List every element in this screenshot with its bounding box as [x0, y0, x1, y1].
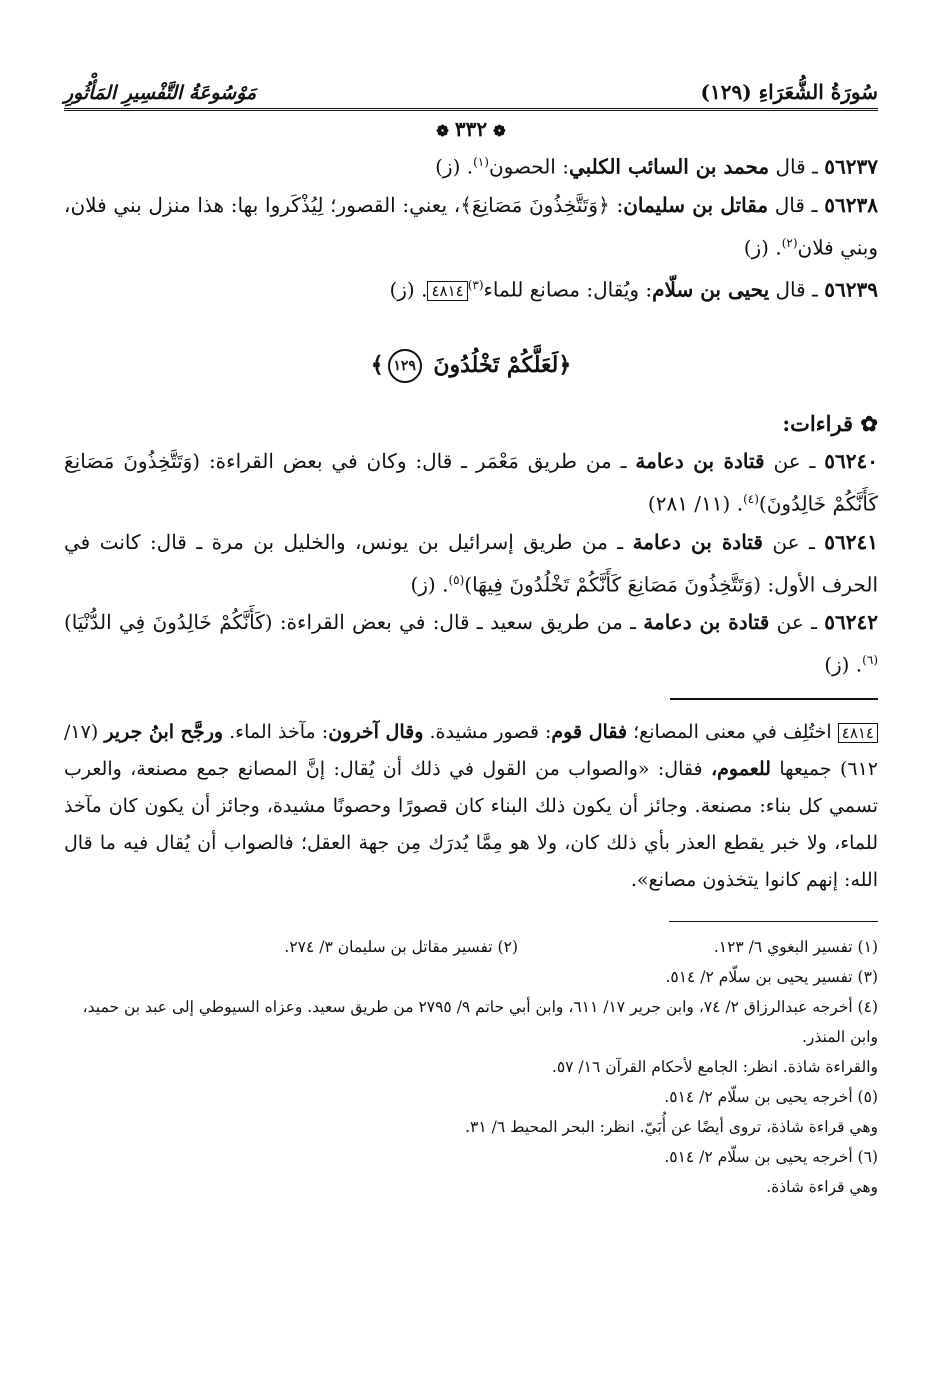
footnote-6-note: وهي قراءة شاذة.	[766, 1177, 878, 1196]
footnote-5-note: وهي قراءة شاذة، تروى أيضًا عن أُبَيّ. انظر: البحر المحيط ٦/ ٣١.	[465, 1117, 878, 1136]
ayah-number-badge: ١٢٩	[388, 349, 422, 383]
header-book-title: مَوْسُوعَةُ التَّفْسِيرِ المَأْثُورِ	[64, 82, 257, 104]
entry-56239: ٥٦٢٣٩ ـ قال يحيى بن سلّام: ويُقال: مصانع للماء$^{(٣)}$٤٨١٤. (ز)	[389, 277, 878, 302]
ornament-icon: ❁	[436, 122, 449, 140]
footnote-6: (٦) أخرجه يحيى بن سلّام ٢/ ٥١٤.	[664, 1147, 878, 1166]
footnote-4-note: والقراءة شاذة. انظر: الجامع لأحكام القرآن ١٦/ ٥٧.	[551, 1057, 878, 1076]
commentary-note: ٤٨١٤ اختُلِف في معنى المصانع؛ فقال قوم: قصور مشيدة. وقال آخرون: مآخذ الماء. ورجَّح ابنُ جرير (١٧/ ٦١٢) جميعها للعموم، فقال: «والصواب من القول في ذلك أن يُقال: إنَّ المصانع جمع مصنعة، والعرب تسمي كل بناء: مصنعة. وجائز أن يكون ذلك البناء كان قصورًا وحصونًا مشيدة، وجائز أن يكون كان مآخذ للماء، ولا خبر يقطع العذر بأي ذلك كان، ولا هو مِمَّا يُدرَك مِن جهة العقل؛ فالصواب أن يُقال فيه ما قال الله: إنهم كانوا يتخذون مصانع».	[64, 720, 878, 891]
entry-56237: ٥٦٢٣٧ ـ قال محمد بن السائب الكلبي: الحصون$^{(١)}$. (ز)	[435, 154, 878, 179]
page-number: ❁٣٣٢❁	[436, 117, 506, 141]
section-heading: ✿ قراءات:	[782, 410, 878, 436]
entry-56242: ٥٦٢٤٢ ـ عن قتادة بن دعامة ـ من طريق سعيد ـ قال: في بعض القراءة: (كَأَنَّكُمْ خَالِدُونَ فِي الدُّنْيَا)$^{(٦)}$. (ز)	[64, 610, 878, 677]
footnotes	[64, 932, 878, 1202]
header-surah: سُورَةُ الشُّعَرَاءِ (١٢٩)	[700, 80, 878, 104]
ornament-icon: ❁	[493, 122, 506, 140]
footnote-divider	[669, 921, 878, 922]
footnote-4: (٤) أخرجه عبدالرزاق ٢/ ٧٤، وابن جرير ١٧/ ٦١١، وابن أبي حاتم ٩/ ٢٧٩٥ من طريق سعيد. وعزاه السيوطي إلى عبد بن حميد، وابن المنذر.	[82, 997, 878, 1046]
note-ref-box: ٤٨١٤	[427, 281, 467, 301]
divider	[670, 698, 878, 700]
entry-56241: ٥٦٢٤١ ـ عن قتادة بن دعامة ـ من طريق إسرائيل بن يونس، والخليل بن مرة ـ قال: كانت في الحرف الأول: (وَتَتَّخِذُونَ مَصَانِعَ كَأَنَّكُمْ تَخْلُدُونَ فِيهَا)$^{(٥)}$. (ز)	[64, 529, 878, 597]
ayah-heading: ﴿لَعَلَّكُمْ تَخْلُدُونَ ١٢٩﴾	[64, 349, 878, 383]
footnote-5: (٥) أخرجه يحيى بن سلّام ٢/ ٥١٤.	[664, 1087, 878, 1106]
note-number-box: ٤٨١٤	[838, 723, 878, 743]
flower-icon: ✿	[860, 410, 878, 436]
footnote-3: (٣) تفسير يحيى بن سلّام ٢/ ٥١٤.	[665, 967, 878, 986]
footnote-2: (٢) تفسير مقاتل بن سليمان ٣/ ٢٧٤.	[284, 937, 518, 956]
running-header	[64, 70, 878, 111]
footnote-row	[64, 932, 878, 962]
page-content	[64, 70, 878, 1202]
entry-56238: ٥٦٢٣٨ ـ قال مقاتل بن سليمان: ﴿وَتَتَّخِذُونَ مَصَانِعَ﴾، يعني: القصور؛ لِيُذْكَروا بها: هذا منزل بني فلان، وبني فلان$^{(٢)}$. (ز)	[64, 192, 878, 260]
footnote-1: (١) تفسير البغوي ٦/ ١٢٣.	[713, 937, 878, 956]
entry-56240: ٥٦٢٤٠ ـ عن قتادة بن دعامة ـ من طريق مَعْمَر ـ قال: وكان في بعض القراءة: (وَتَتَّخِذُونَ مَصَانِعَ كَأَنَّكُمْ خَالِدُونَ)$^{(٤)}$. (١١/ ٢٨١)	[64, 448, 879, 516]
